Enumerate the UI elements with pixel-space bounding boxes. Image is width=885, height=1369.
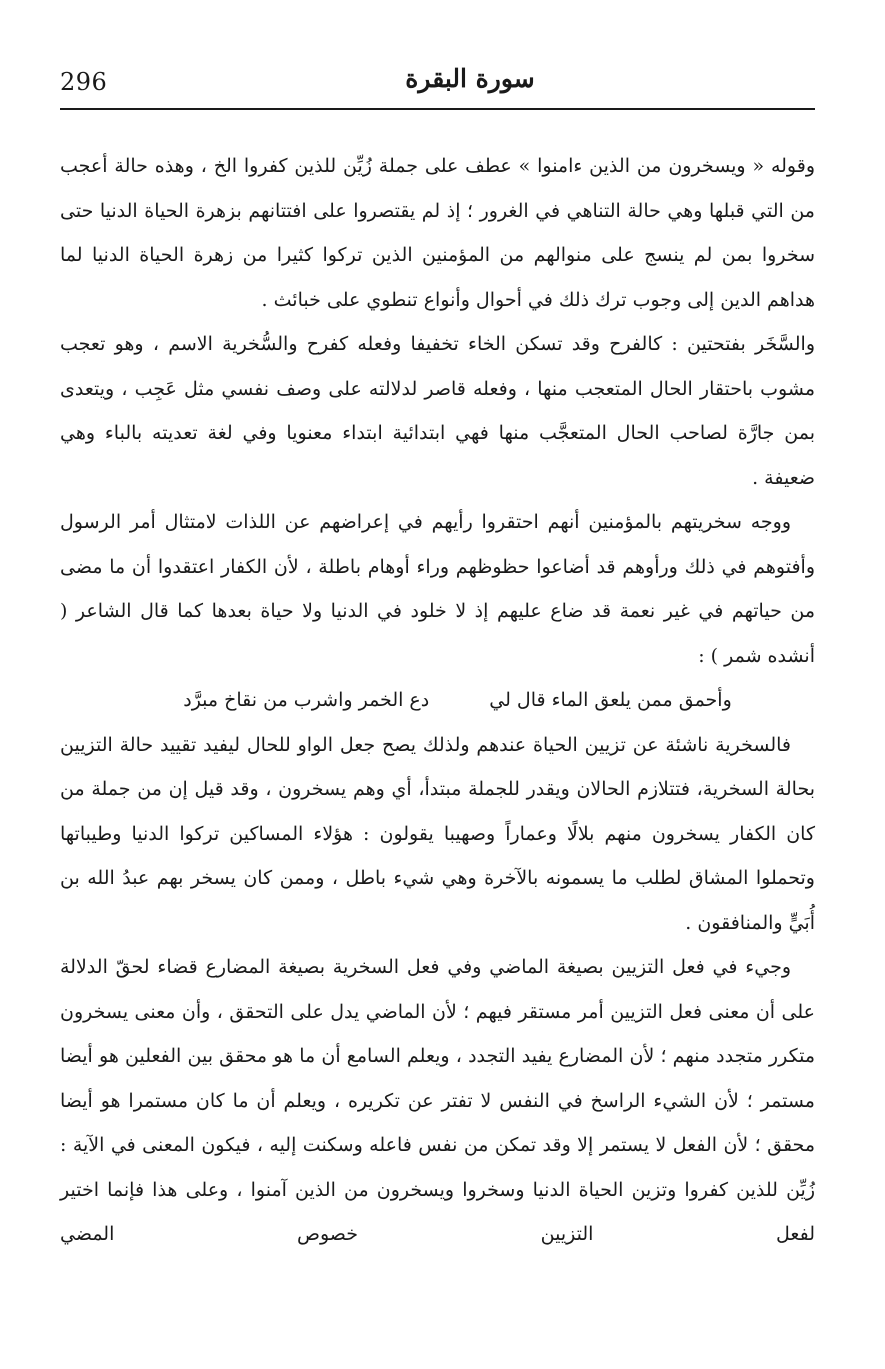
- verse-first-hemistich: وأحمق ممن يلعق الماء قال لي: [489, 689, 732, 711]
- poetry-verse: [60, 678, 815, 723]
- header-rule: [60, 108, 815, 110]
- verse-second-hemistich: دع الخمر واشرب من نقاخ مبرَّد: [183, 689, 430, 711]
- paragraph-4: فالسخرية ناشئة عن تزيين الحياة عندهم ولذلك يصح جعل الواو للحال ليفيد تقييد حالة التزيين بحالة السخرية، فتتلازم الحالان ويقدر للجملة مبتدأ، أي وهم يسخرون ، وقد قيل إن من جملة من كان الكفار يسخرون منهم بلالًا وعماراً وصهيبا يقولون : هؤلاء المساكين تركوا الدنيا وطيباتها وتحملوا المشاق لطلب ما يسمونه بالآخرة وهي شيء باطل ، وممن كان يسخر بهم عبدُ الله بن أُبَيٍّ والمنافقون .: [60, 733, 815, 934]
- paragraph-3: ووجه سخريتهم بالمؤمنين أنهم احتقروا رأيهم في إعراضهم عن اللذات لامتثال أمر الرسول وأفتوهم في ذلك ورأوهم قد أضاعوا حظوظهم وراء أوهام باطلة ، لأن الكفار اعتقدوا أن ما مضى من حياتهم في غير نعمة قد ضاع عليهم إذ لا خلود في الدنيا ولا حياة بعدها كما قال الشاعر ( أنشده شمر ) :: [60, 511, 815, 667]
- running-title: سورة البقرة: [405, 64, 535, 93]
- paragraph-2: والسَّخَر بفتحتين : كالفرح وقد تسكن الخاء تخفيفا وفعله كفرح والسُّخرية الاسم ، وهو تعجب مشوب باحتقار الحال المتعجب منها ، وفعله قاصر لدلالته على وصف نفسي مثل عَجِب ، ويتعدى بمن جارَّة لصاحب الحال المتعجَّب منها فهي ابتدائية ابتداء معنويا وفي لغة تعديته بالباء وهي ضعيفة .: [60, 333, 815, 489]
- page-header: [60, 58, 815, 108]
- book-page: [60, 58, 815, 1308]
- page-body: [60, 144, 815, 1257]
- page-number: 296: [60, 68, 108, 96]
- paragraph-1: وقوله « ويسخرون من الذين ءامنوا » عطف على جملة زُيِّن للذين كفروا الخ ، وهذه حالة أعجب من التي قبلها وهي حالة التناهي في الغرور ؛ إذ لم يقتصروا على افتتانهم بزهرة الحياة الدنيا حتى سخروا بمن لم ينسج على منوالهم من المؤمنين الذين تركوا كثيرا من زهرة الحياة الدنيا لما هداهم الدين إلى وجوب ترك ذلك في أحوال وأنواع تنطوي على خبائث .: [60, 155, 815, 311]
- paragraph-5: وجيء في فعل التزيين بصيغة الماضي وفي فعل السخرية بصيغة المضارع قضاء لحقّ الدلالة على أن معنى فعل التزيين أمر مستقر فيهم ؛ لأن الماضي يدل على التحقق ، وأن معنى يسخرون متكرر متجدد منهم ؛ لأن المضارع يفيد التجدد ، ويعلم السامع أن ما هو محقق بين الفعلين هو أيضا مستمر ؛ لأن الشيء الراسخ في النفس لا تفتر عن تكريره ، ويعلم أن ما كان مستمرا هو أيضا محقق ؛ لأن الفعل لا يستمر إلا وقد تمكن من نفس فاعله وسكنت إليه ، فيكون المعنى في الآية : زُيِّن للذين كفروا وتزين الحياة الدنيا وسخروا ويسخرون من الذين آمنوا ، وعلى هذا فإنما اختير لفعل التزيين خصوص المضي: [60, 956, 815, 1245]
